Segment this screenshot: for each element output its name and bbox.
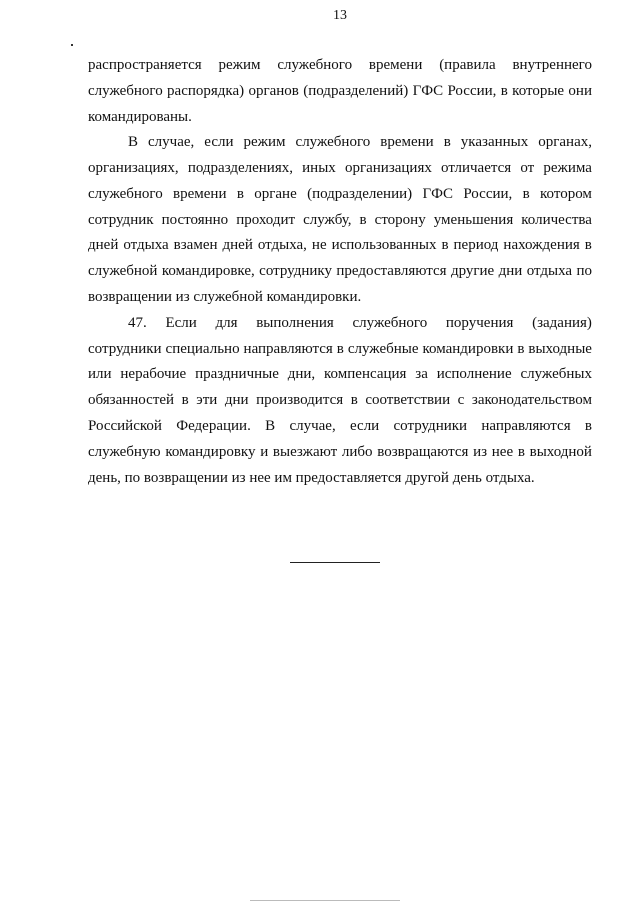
word: служебных bbox=[520, 366, 592, 382]
word: служебного bbox=[295, 134, 371, 150]
word: они bbox=[568, 83, 592, 99]
word: период bbox=[453, 237, 499, 253]
word: указанных bbox=[460, 134, 529, 150]
word: по bbox=[576, 263, 592, 279]
word: отличается bbox=[441, 160, 512, 176]
word: в bbox=[517, 444, 525, 460]
word: Российской bbox=[88, 418, 162, 434]
word: режим bbox=[218, 57, 261, 73]
word: иных bbox=[302, 160, 336, 176]
word: отдыха bbox=[123, 237, 169, 253]
word: в bbox=[181, 392, 189, 408]
word: (подразделений) bbox=[303, 83, 409, 99]
word: России, bbox=[463, 186, 513, 202]
word: ГФС bbox=[422, 186, 453, 202]
text-line bbox=[88, 56, 592, 74]
word: ГФС bbox=[412, 83, 444, 99]
word: не bbox=[311, 237, 327, 253]
word: поручения bbox=[445, 315, 514, 331]
word: (подразделении) bbox=[307, 186, 413, 202]
word: в bbox=[584, 418, 592, 434]
word: в bbox=[336, 341, 344, 357]
word: если bbox=[204, 134, 234, 150]
text-line bbox=[128, 133, 592, 151]
word: Федерации. bbox=[176, 418, 251, 434]
word: служебной bbox=[88, 263, 158, 279]
word: эти bbox=[196, 392, 218, 408]
word: служебного bbox=[277, 57, 353, 73]
word: служебного bbox=[88, 186, 163, 202]
word: сторону bbox=[374, 212, 426, 228]
word: командировку bbox=[165, 444, 256, 460]
word: котором bbox=[540, 186, 592, 202]
word: в bbox=[522, 186, 530, 202]
word: производится bbox=[256, 392, 344, 408]
page-bottom-edge bbox=[250, 900, 400, 901]
word: случае, bbox=[289, 418, 336, 434]
word: нерабочие bbox=[120, 366, 187, 382]
word: в bbox=[350, 392, 358, 408]
word: органе bbox=[254, 186, 297, 202]
word: дней bbox=[88, 237, 119, 253]
text-line bbox=[128, 314, 592, 332]
word: режима bbox=[543, 160, 592, 176]
word: Если bbox=[165, 315, 197, 331]
text-line: возвращении из служебной командировки. bbox=[88, 289, 362, 305]
word: выполнения bbox=[256, 315, 334, 331]
word: направляются bbox=[481, 418, 571, 434]
word: в bbox=[500, 83, 508, 99]
end-separator-line bbox=[290, 562, 380, 563]
word: в bbox=[236, 186, 244, 202]
word: службу, bbox=[303, 212, 352, 228]
word: праздничные bbox=[195, 366, 279, 382]
word: организациях bbox=[344, 160, 432, 176]
word: В bbox=[128, 134, 139, 150]
word: (правила bbox=[439, 57, 496, 73]
text-line bbox=[88, 211, 592, 229]
word: выходные bbox=[528, 341, 592, 357]
word: дни bbox=[224, 392, 249, 408]
word: органах, bbox=[538, 134, 592, 150]
word: нахождения bbox=[503, 237, 580, 253]
word: командировке, bbox=[161, 263, 255, 279]
word: внутреннего bbox=[512, 57, 592, 73]
word: организациях, bbox=[88, 160, 179, 176]
word: проходит bbox=[236, 212, 296, 228]
word: постоянно bbox=[161, 212, 229, 228]
word: выезжают bbox=[272, 444, 338, 460]
word: (задания) bbox=[532, 315, 592, 331]
word: или bbox=[88, 366, 112, 382]
text-line bbox=[88, 236, 592, 254]
word: от bbox=[520, 160, 535, 176]
word: распорядка) bbox=[167, 83, 245, 99]
word: сотрудники bbox=[88, 341, 162, 357]
text-line bbox=[88, 417, 592, 435]
word: сотруднику bbox=[259, 263, 332, 279]
word: другие bbox=[450, 263, 495, 279]
word: если bbox=[350, 418, 380, 434]
word: времени bbox=[368, 57, 423, 73]
word: направляются bbox=[243, 341, 333, 357]
word: специально bbox=[165, 341, 240, 357]
text-line bbox=[88, 443, 592, 461]
word: возвращаются bbox=[377, 444, 469, 460]
word: предоставляются bbox=[336, 263, 447, 279]
text-line bbox=[88, 159, 592, 177]
word: для bbox=[215, 315, 238, 331]
word: времени bbox=[173, 186, 227, 202]
word: служебную bbox=[88, 444, 161, 460]
word: законодательством bbox=[471, 392, 592, 408]
text-line: день, по возвращении из нее им предоставляется другой день отдыха. bbox=[88, 470, 535, 486]
word: отдыха bbox=[526, 263, 573, 279]
word: дней bbox=[222, 237, 253, 253]
word: служебные bbox=[347, 341, 419, 357]
word: компенсация bbox=[324, 366, 407, 382]
word: в bbox=[584, 237, 592, 253]
text-line bbox=[88, 340, 592, 358]
word: в bbox=[441, 237, 449, 253]
page-number: 13 bbox=[333, 8, 347, 23]
scan-speck bbox=[71, 44, 73, 46]
text-line bbox=[88, 262, 592, 280]
text-line: командированы. bbox=[88, 109, 192, 125]
word: режим bbox=[243, 134, 286, 150]
word: дни bbox=[498, 263, 523, 279]
word: обязанностей bbox=[88, 392, 175, 408]
text-line bbox=[88, 82, 592, 100]
word: дни, bbox=[287, 366, 316, 382]
word: командировки bbox=[422, 341, 514, 357]
word: соответствии bbox=[365, 392, 451, 408]
word: России, bbox=[447, 83, 497, 99]
word: использованных bbox=[331, 237, 437, 253]
word: взамен bbox=[173, 237, 218, 253]
word: из bbox=[473, 444, 488, 460]
word: сотрудник bbox=[88, 212, 154, 228]
word: 47. bbox=[128, 315, 147, 331]
text-line bbox=[88, 185, 592, 203]
word: количества bbox=[521, 212, 592, 228]
word: в bbox=[443, 134, 451, 150]
word: которые bbox=[512, 83, 565, 99]
word: времени bbox=[380, 134, 434, 150]
word: уменьшения bbox=[433, 212, 514, 228]
word: нее bbox=[491, 444, 514, 460]
text-line bbox=[88, 365, 592, 383]
word: отдыха, bbox=[257, 237, 307, 253]
word: либо bbox=[341, 444, 373, 460]
word: в bbox=[517, 341, 525, 357]
word: с bbox=[457, 392, 465, 408]
word: служебного bbox=[352, 315, 428, 331]
word: В bbox=[265, 418, 276, 434]
word: за bbox=[415, 366, 428, 382]
word: распространяется bbox=[88, 57, 202, 73]
word: подразделениях, bbox=[187, 160, 293, 176]
word: выходной bbox=[529, 444, 592, 460]
word: случае, bbox=[148, 134, 195, 150]
word: в bbox=[359, 212, 367, 228]
word: сотрудники bbox=[393, 418, 468, 434]
text-line bbox=[88, 391, 592, 409]
word: служебного bbox=[88, 83, 163, 99]
word: исполнение bbox=[436, 366, 512, 382]
word: органов bbox=[248, 83, 299, 99]
word: и bbox=[260, 444, 269, 460]
